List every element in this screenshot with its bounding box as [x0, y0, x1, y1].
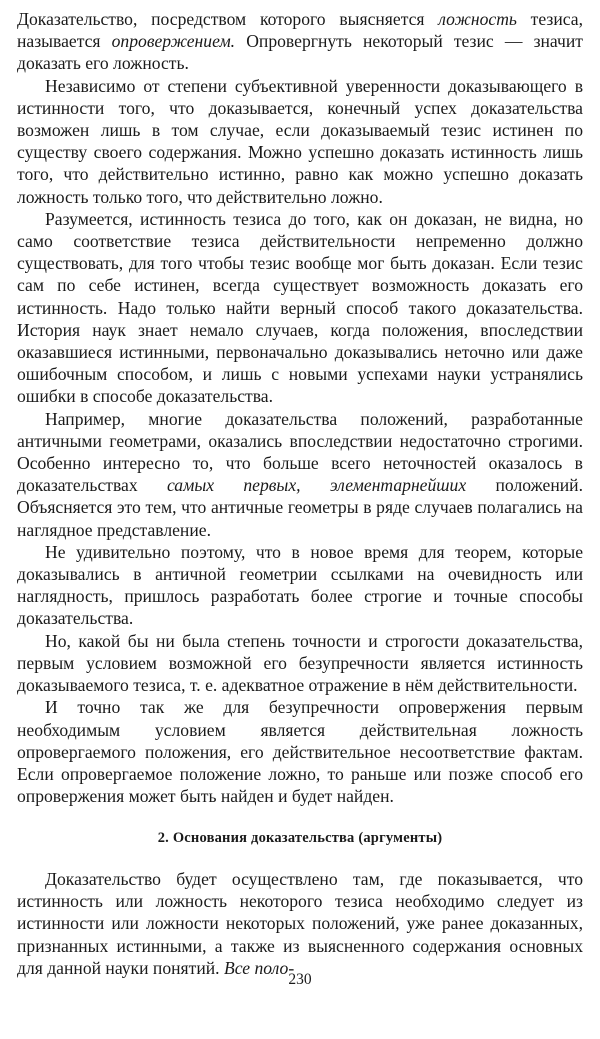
page-number: 230: [288, 971, 312, 988]
italic-text: ложность: [438, 9, 517, 29]
paragraph: Доказательство будет осуществлено там, где показывается, что истинность или ложность некоторого тезиса необходимо следует из истинности или ложности некоторых положений, уже ранее доказанных, признанных истинными, а также из выясненного содержания основных для данной науки понятий. Все поло-: [17, 869, 583, 978]
italic-text: опровержением.: [111, 31, 236, 52]
paragraph: И точно так же для безупречности опровержения первым необходимым условием является действительная ложность опровергаемого положения, его действительное несоответствие фактам. Если опровергаемое положение ложно, то раньше или позже способ его опровержения может быть найден и будет найден.: [17, 697, 583, 807]
paragraph: Независимо от степени субъективной уверенности доказывающего в истинности того, что доказывается, конечный успех доказательства возможен лишь в том случае, если доказываемый тезис истинен по существу своего содержания. Можно успешно доказать истинность лишь того, что действительно истинно, равно как можно успешно доказать ложность только того, что действительно ложно.: [17, 75, 583, 207]
section-text-block: [17, 868, 583, 979]
paragraph: Доказательство, посредством которого выясняется ложность тезиса, называется опровержением. Опровергнуть некоторый тезис — значит доказать его ложность.: [17, 9, 583, 74]
paragraph: Но, какой бы ни была степень точности и строгости доказательства, первым условием возможной его безупречности является истинность доказываемого тезиса, т. е. адекватное отражение в нём действительности.: [17, 630, 583, 696]
paragraph: Разумеется, истинность тезиса до того, как он доказан, не видна, но само соответствие тезиса действительности непременно должно существовать, для того чтобы тезис вообще мог быть доказан. Если тезис сам по себе истинен, всегда существует возможность доказать его истинность. Надо только найти верный способ такого доказательства. История наук знает немало случаев, когда положения, впоследствии оказавшиеся истинными, первоначально доказывались неточно или даже ошибочным способом, и лишь с новыми успехами науки устранялись ошибки в способе доказательства.: [17, 208, 583, 407]
paragraph: Например, многие доказательства положений, разработанные античными геометрами, оказались впоследствии недостаточно строгими. Особенно интересно то, что больше всего неточностей оказалось в доказательствах самых первых, элементарнейших положений. Объясняется это тем, что античные геометры в ряде случаев полагались на наглядное представление.: [17, 408, 583, 540]
book-page: [17, 8, 583, 988]
paragraph: Не удивительно поэтому, что в новое время для теорем, которые доказывались в античной геометрии ссылками на очевидность или наглядность, пришлось разработать более строгие и точные способы доказательства.: [17, 541, 583, 629]
italic-text: Все поло-: [223, 957, 295, 978]
main-text-block: [17, 8, 583, 807]
section-heading: 2. Основания доказательства (аргументы): [157, 830, 443, 846]
italic-text: самых первых, элементарнейших: [166, 475, 467, 496]
